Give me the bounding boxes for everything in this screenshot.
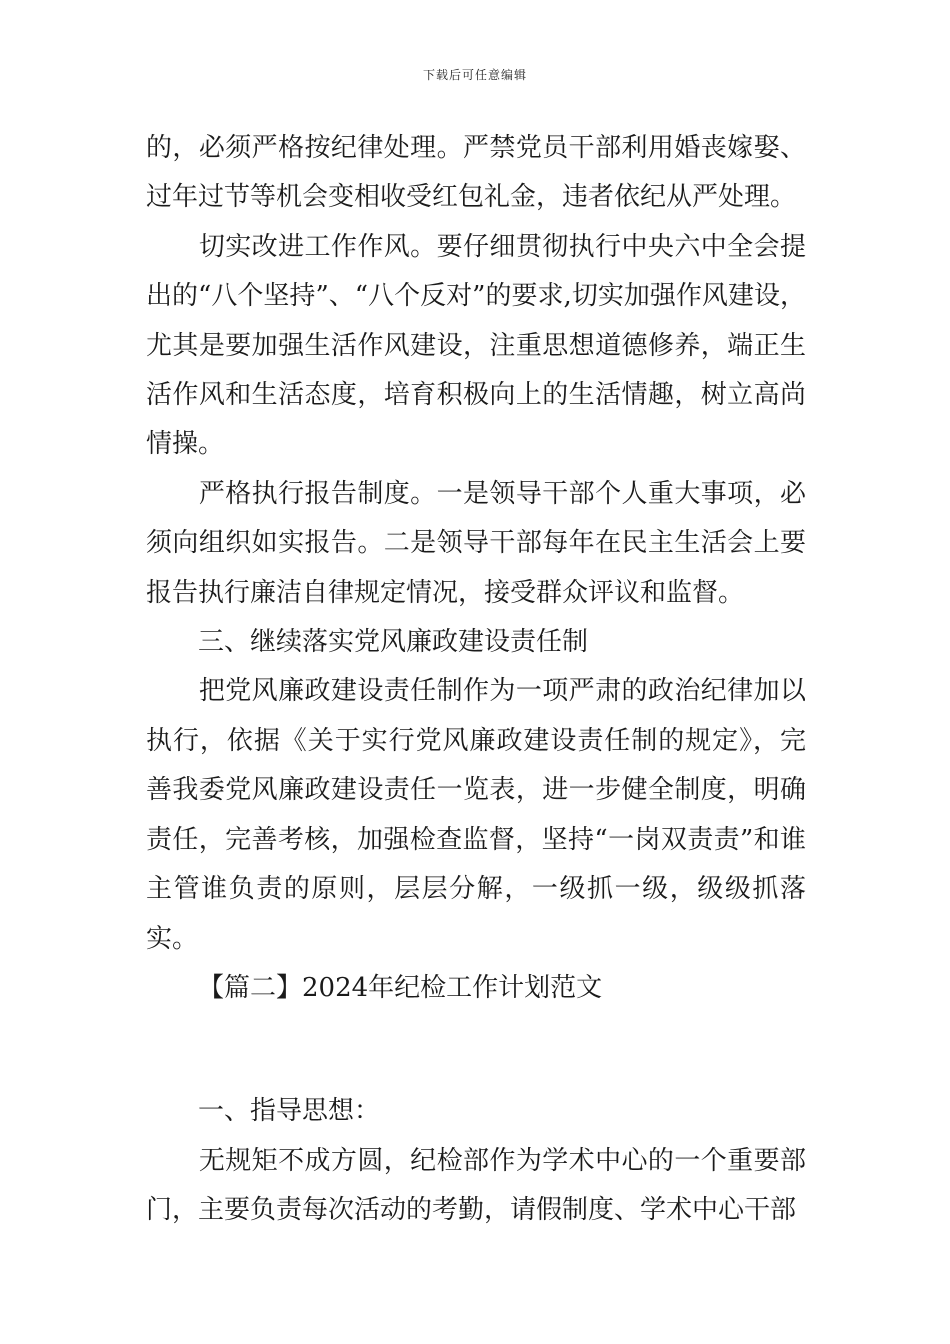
paragraph-3: 严格执行报告制度。一是领导干部个人重大事项，必须向组织如实报告。二是领导干部每年在民主生活会上要报告执行廉洁自律规定情况，接受群众评议和监督。	[146, 478, 806, 608]
article-title-part-two: 【篇二】2024年纪检工作计划范文	[198, 972, 603, 1003]
section-heading-3: 三、继续落实党风廉政建设责任制	[198, 627, 589, 658]
section-heading-guiding-thought: 一、指导思想：	[198, 1096, 381, 1127]
paragraph-5: 把党风廉政建设责任制作为一项严肃的政治纪律加以执行，依据《关于实行党风廉政建设责任制的规定》，完善我委党风廉政建设责任一览表，进一步健全制度，明确责任，完善考核，加强检查监督，坚持“一岗双责责”和谁主管谁负责的原则，层层分解，一级抓一级，级级抓落实。	[146, 676, 806, 954]
paragraph-8: 无规矩不成方圆，纪检部作为学术中心的一个重要部门，主要负责每次活动的考勤，请假制度、学术中心干部	[146, 1145, 806, 1226]
blank-spacer	[146, 1013, 806, 1087]
page-header: 下载后可任意编辑	[422, 68, 527, 82]
document-body	[146, 124, 806, 1236]
paragraph-2: 切实改进工作作风。要仔细贯彻执行中央六中全会提出的“八个坚持”、“八个反对”的要求,切实加强作风建设，尤其是要加强生活作风建设，注重思想道德修养，端正生活作风和生活态度，培育积极向上的生活情趣，树立高尚情操。	[146, 231, 806, 460]
paragraph-1: 的，必须严格按纪律处理。严禁党员干部利用婚丧嫁娶、过年过节等机会变相收受红包礼金，违者依纪从严处理。	[146, 133, 806, 213]
